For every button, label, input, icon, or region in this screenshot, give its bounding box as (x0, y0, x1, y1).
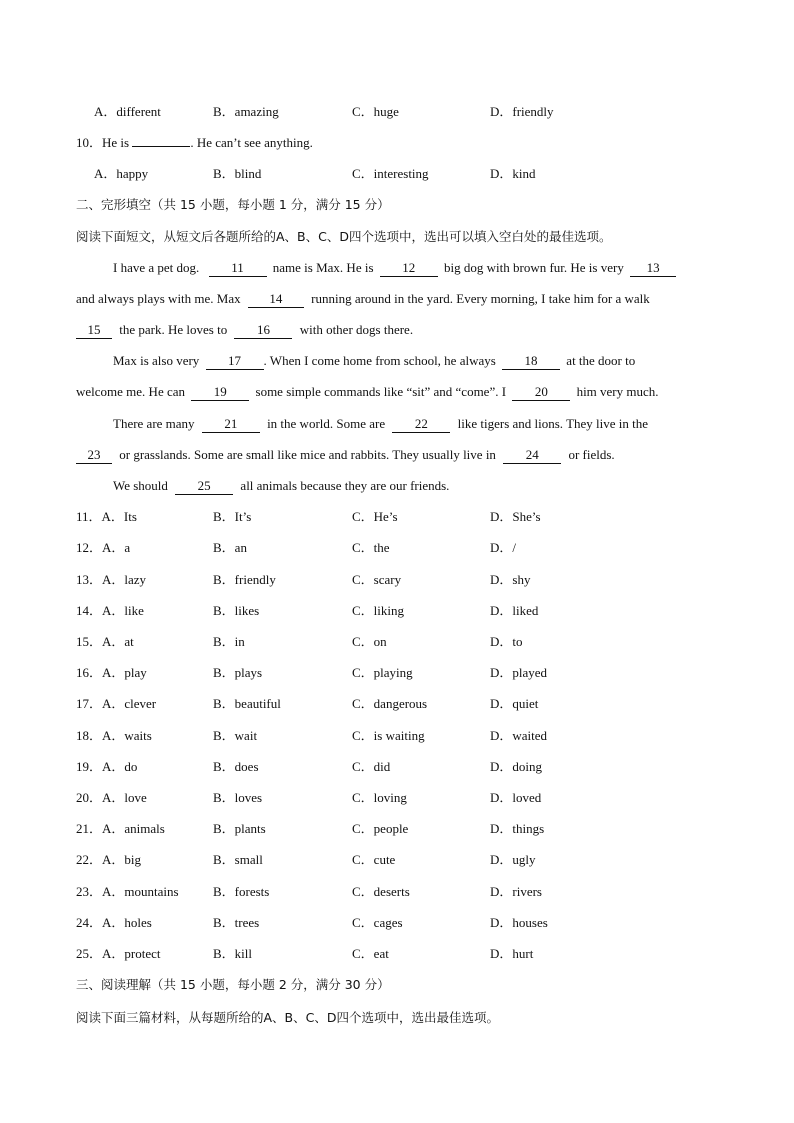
q10-option-b: B．blind (213, 166, 262, 181)
question-row (0, 819, 794, 839)
question-option-b: B．an (213, 540, 247, 555)
question-option-d: D．shy (490, 572, 531, 587)
question-option-b: B．friendly (213, 572, 276, 587)
q9-option-a: A．different (94, 104, 161, 119)
question-row (0, 694, 794, 714)
question-option-a: 25．A．protect (76, 946, 161, 961)
q10-option-d: D．kind (490, 166, 536, 181)
question-option-c: C．on (352, 634, 387, 649)
q10-stem-post: . He can’t see anything. (190, 135, 313, 150)
question-row (0, 913, 794, 933)
question-option-b: B．small (213, 852, 263, 867)
question-row (0, 788, 794, 808)
question-option-c: C．scary (352, 572, 402, 587)
passage-line-5: welcome me. He can 19 some simple commands like “sit” and “come”. I 20 him very much. (76, 384, 659, 399)
question-option-a: 24．A．holes (76, 915, 152, 930)
question-option-b: B．forests (213, 884, 270, 899)
blank-19: 19 (191, 384, 249, 401)
question-option-d: D．She’s (490, 509, 541, 524)
question-option-c: C．is waiting (352, 728, 425, 743)
question-row (0, 944, 794, 964)
question-row (0, 726, 794, 746)
question-row (0, 882, 794, 902)
question-option-c: C．He’s (352, 509, 398, 524)
question-option-b: B．does (213, 759, 259, 774)
blank-12: 12 (380, 260, 438, 277)
section3-title: 三、阅读理解（共 15 小题，每小题 2 分，满分 30 分） (76, 977, 390, 992)
question-option-d: D．loved (490, 790, 542, 805)
question-row (0, 507, 794, 527)
q10-stem-pre: 10．He is (76, 135, 133, 150)
question-option-a: 23．A．mountains (76, 884, 179, 899)
question-option-d: D．liked (490, 603, 539, 618)
question-option-d: D．waited (490, 728, 548, 743)
question-option-b: B．in (213, 634, 245, 649)
question-option-d: D．rivers (490, 884, 542, 899)
question-option-c: C．cages (352, 915, 403, 930)
question-option-c: C．liking (352, 603, 405, 618)
blank-22: 22 (392, 416, 450, 433)
section2-title: 二、完形填空（共 15 小题，每小题 1 分，满分 15 分） (76, 197, 390, 212)
question-option-a: 16．A．play (76, 665, 147, 680)
question-option-b: B．It’s (213, 509, 252, 524)
question-option-a: 14．A．like (76, 603, 144, 618)
question-option-d: D．houses (490, 915, 548, 930)
question-option-b: B．likes (213, 603, 260, 618)
blank-18: 18 (502, 353, 560, 370)
question-option-d: D．quiet (490, 696, 539, 711)
question-option-b: B．loves (213, 790, 263, 805)
q10-stem (0, 133, 794, 153)
question-option-b: B．plants (213, 821, 266, 836)
passage-line-7: 23 or grasslands. Some are small like mice and rabbits. They usually live in 24 or fields. (76, 445, 720, 465)
question-row (0, 850, 794, 870)
question-option-a: 19．A．do (76, 759, 138, 774)
blank-25: 25 (175, 478, 233, 495)
question-row (0, 601, 794, 621)
blank-13: 13 (630, 260, 676, 277)
blank-24: 24 (503, 447, 561, 464)
question-row (0, 570, 794, 590)
question-option-b: B．beautiful (213, 696, 281, 711)
blank-23: 23 (76, 447, 112, 464)
question-option-c: C．people (352, 821, 409, 836)
question-option-c: C．loving (352, 790, 407, 805)
q9-options (0, 102, 794, 122)
question-option-d: D．played (490, 665, 548, 680)
passage-line-6: There are many 21 in the world. Some are 22 like tigers and lions. They live in the (113, 416, 649, 431)
section2-instruction: 阅读下面短文，从短文后各题所给的A、B、C、D四个选项中，选出可以填入空白处的最佳选项。 (76, 229, 612, 244)
question-option-b: B．wait (213, 728, 258, 743)
question-option-a: 17．A．clever (76, 696, 157, 711)
blank-15: 15 (76, 322, 112, 339)
passage-line-1: I have a pet dog. 11 name is Max. He is 12 big dog with brown fur. He is very 13 (76, 258, 720, 278)
question-option-a: 18．A．waits (76, 728, 152, 743)
question-option-d: D．doing (490, 759, 543, 774)
q10-blank (132, 146, 190, 147)
question-row (0, 663, 794, 683)
question-option-c: C．did (352, 759, 391, 774)
question-option-c: C．deserts (352, 884, 410, 899)
passage-line-8: We should 25 all animals because they are our friends. (113, 478, 450, 493)
question-option-c: C．the (352, 540, 390, 555)
question-row (0, 757, 794, 777)
passage-line-4: Max is also very 17 . When I come home from school, he always 18 at the door to (113, 353, 636, 368)
question-row (0, 632, 794, 652)
passage-line-3: 15 the park. He loves to 16 with other dogs there. (76, 320, 720, 340)
question-option-b: B．trees (213, 915, 260, 930)
question-option-d: D．to (490, 634, 523, 649)
blank-14: 14 (248, 291, 304, 308)
q10-options (0, 164, 794, 184)
question-option-d: D．ugly (490, 852, 536, 867)
blank-11: 11 (209, 260, 267, 277)
q9-option-c: C．huge (352, 104, 399, 119)
section3-instruction: 阅读下面三篇材料，从每题所给的A、B、C、D四个选项中，选出最佳选项。 (76, 1010, 499, 1025)
question-option-d: D．/ (490, 540, 517, 555)
question-option-a: 12．A．a (76, 540, 131, 555)
question-option-c: C．cute (352, 852, 396, 867)
q9-option-d: D．friendly (490, 104, 554, 119)
question-row (0, 538, 794, 558)
question-option-a: 20．A．love (76, 790, 147, 805)
blank-17: 17 (206, 353, 264, 370)
question-option-a: 15．A．at (76, 634, 134, 649)
question-option-a: 22．A．big (76, 852, 142, 867)
blank-16: 16 (234, 322, 292, 339)
passage-line-2: and always plays with me. Max 14 running around in the yard. Every morning, I take him for a walk (76, 291, 650, 306)
question-option-d: D．things (490, 821, 545, 836)
question-option-c: C．playing (352, 665, 413, 680)
question-option-a: 13．A．lazy (76, 572, 147, 587)
blank-21: 21 (202, 416, 260, 433)
question-option-c: C．eat (352, 946, 389, 961)
question-option-a: 11．A．Its (76, 509, 137, 524)
question-option-c: C．dangerous (352, 696, 428, 711)
q9-option-b: B．amazing (213, 104, 279, 119)
question-option-a: 21．A．animals (76, 821, 165, 836)
blank-20: 20 (512, 384, 570, 401)
question-option-d: D．hurt (490, 946, 534, 961)
question-option-b: B．kill (213, 946, 253, 961)
q10-option-c: C．interesting (352, 166, 429, 181)
q10-option-a: A．happy (94, 166, 149, 181)
question-option-b: B．plays (213, 665, 263, 680)
